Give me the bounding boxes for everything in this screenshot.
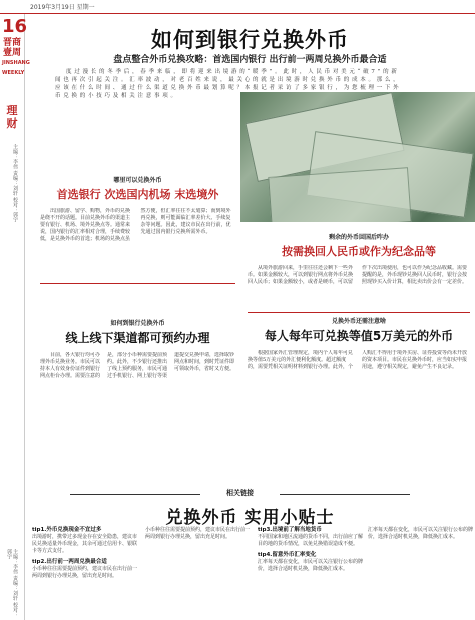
section-label: 理财	[6, 104, 18, 130]
article-title: 每人每年可兑换等值5万美元的外币	[264, 329, 454, 343]
article-how-to-exchange	[40, 318, 235, 442]
editor-credits-bottom: 主编：李伟 责编：刘轩 校对：郭宇	[6, 549, 18, 618]
brand-name: 晋商 壹周	[2, 38, 21, 58]
issue-date: 2019年3月19日 星期一	[30, 4, 95, 11]
divider	[248, 312, 470, 313]
editor-credits: 主编：李伟 责编：刘轩 校对：郭宇	[12, 144, 18, 223]
page-number: 16	[2, 16, 28, 37]
article-body: 出国旅游、留学、购物，外币的兑换是绕不开的话题。目前兑换外币的渠道主要有银行、机场、境外兑换点等。通常来说，国内银行的汇率相对合理，手续费较低，是兑换外币的首选；机场的兑换点虽然方便，但汇率往往不太划算；而到境外再兑换，则可能面临汇率差价大、手续复杂等问题。因此，建议市民在出行前，优先通过国内银行兑换所需外币。	[40, 208, 231, 242]
tip-item: tip3.出境前了解当地货币 不同国家和地区流通的货币不同，出行前应了解目的地的货币情况，以免兑换错误造成不便。 tip4.留意外币汇率变化 汇率每天都在变化，市民可以关注银行公布的牌价，选择合适时机兑换，降低换汇成本。	[258, 527, 364, 572]
intro-paragraph: 度 过 漫 长 的 冬 季 后 ， 春 季 来 临 ， 即 将 迎 来 出 境 游 的 “ 暖 季 ” 。 此 时 ， 人 民 币 对 美 元 “ 破 7 ” 的 新 闻 也 再 次 引 起 关 注 。 汇 率 波 动 ， 对 老 百 姓 来 说 ， 最 关 心 的 就 是 出 境 游 时 兑 换 外 币 的 成 本 。 那 么 ， 应 该 在 什 么 时 间 、 通 过 什 么 渠 道 兑 换 外 币 最 划 算 呢 ？ 本 报 记 者 采 访 了 多 家 银 行 ， 为 您 梳 理 一 下 外 币 兑 换 的 小 技 巧 及 相 关 注 意 事 项 。	[55, 69, 400, 99]
divider	[40, 283, 235, 284]
article-title: 首选银行 次选国内机场 末选境外	[56, 188, 219, 201]
article-where-to-exchange	[40, 175, 235, 298]
article-kicker: 如何到银行兑换外币	[110, 320, 165, 327]
page-subhead: 盘点整合外币兑换攻略：首选国内银行 出行前一两周兑换外币最合适	[113, 55, 387, 65]
tip-item: 小币种往往需要提前预约，建议市民在出行前一两周到银行办理兑换，留出充足时间。	[145, 527, 251, 540]
tip-item: 汇率每天都在变化，市民可以关注银行公布的牌价，选择合适时机兑换，降低换汇成本。	[368, 527, 474, 540]
article-body: 根据国家外汇管理规定，境内个人每年可兑换等值5万美元的外汇便利化额度。超过额度的，需要凭相关证明材料到银行办理。此外，个人购汇不得用于境外买房、证券投资等尚未开放的资本项目。市民在兑换外币时，应当如实申报用途，遵守相关规定，避免产生不良记录。	[248, 350, 468, 370]
article-body: 从境外旅游回来，手里往往还会剩下一些外币。如果金额较大，可以到银行网点将外币兑换回人民币；如果金额较小，或者是硬币，可以留作下次出境使用，也可以作为纪念品收藏。需要提醒的是，外币现钞兑换回人民币时，银行会按照现钞买入价计算，相比卖出价会有一定差价。	[248, 265, 468, 285]
article-kicker: 兑换外币还需注意啥	[331, 318, 386, 325]
tips-title: 兑换外币 实用小贴士	[165, 508, 335, 528]
page-headline: 如何到银行兑换外币	[151, 28, 349, 52]
article-body: 目前，各大银行均可办理外币兑换业务。市民可以持本人有效身份证件到银行网点柜台办理。需要注意的是，部分小币种需要提前预约。此外，不少银行还推出了线上预约服务，市民可通过手机银行、网上银行等渠道提交兑换申请，选择取钞网点和时间，到时凭证件即可领取外币，省时又方便。	[40, 352, 235, 379]
tip-item: tip1.外币兑换现金不宜过多 出境游时，携带过多现金存在安全隐患，建议市民兑换适量外币现金，其余可通过信用卡、银联卡等方式支付。 tip2.出行前一两周兑换最合适 小币种往往需要提前预约，建议市民在出行前一两周到银行办理兑换，留出充足时间。	[32, 527, 138, 579]
article-kicker: 剩余的外币回国后咋办	[328, 234, 389, 241]
related-links-label: 相关链接	[226, 489, 254, 497]
article-title: 按需换回人民币或作为纪念品等	[282, 245, 436, 258]
article-kicker: 哪里可以兑换外币	[113, 177, 162, 184]
article-title: 线上线下渠道都可预约办理	[65, 331, 210, 345]
related-links-bar	[70, 488, 410, 500]
left-column	[0, 14, 30, 620]
article-leftover-currency	[248, 232, 470, 321]
top-bar	[0, 0, 475, 14]
banknotes-photo	[240, 92, 475, 222]
article-notes	[248, 316, 470, 440]
masthead-logo	[2, 38, 30, 78]
brand-sub: JINSHANG WEEKLY	[2, 60, 30, 76]
